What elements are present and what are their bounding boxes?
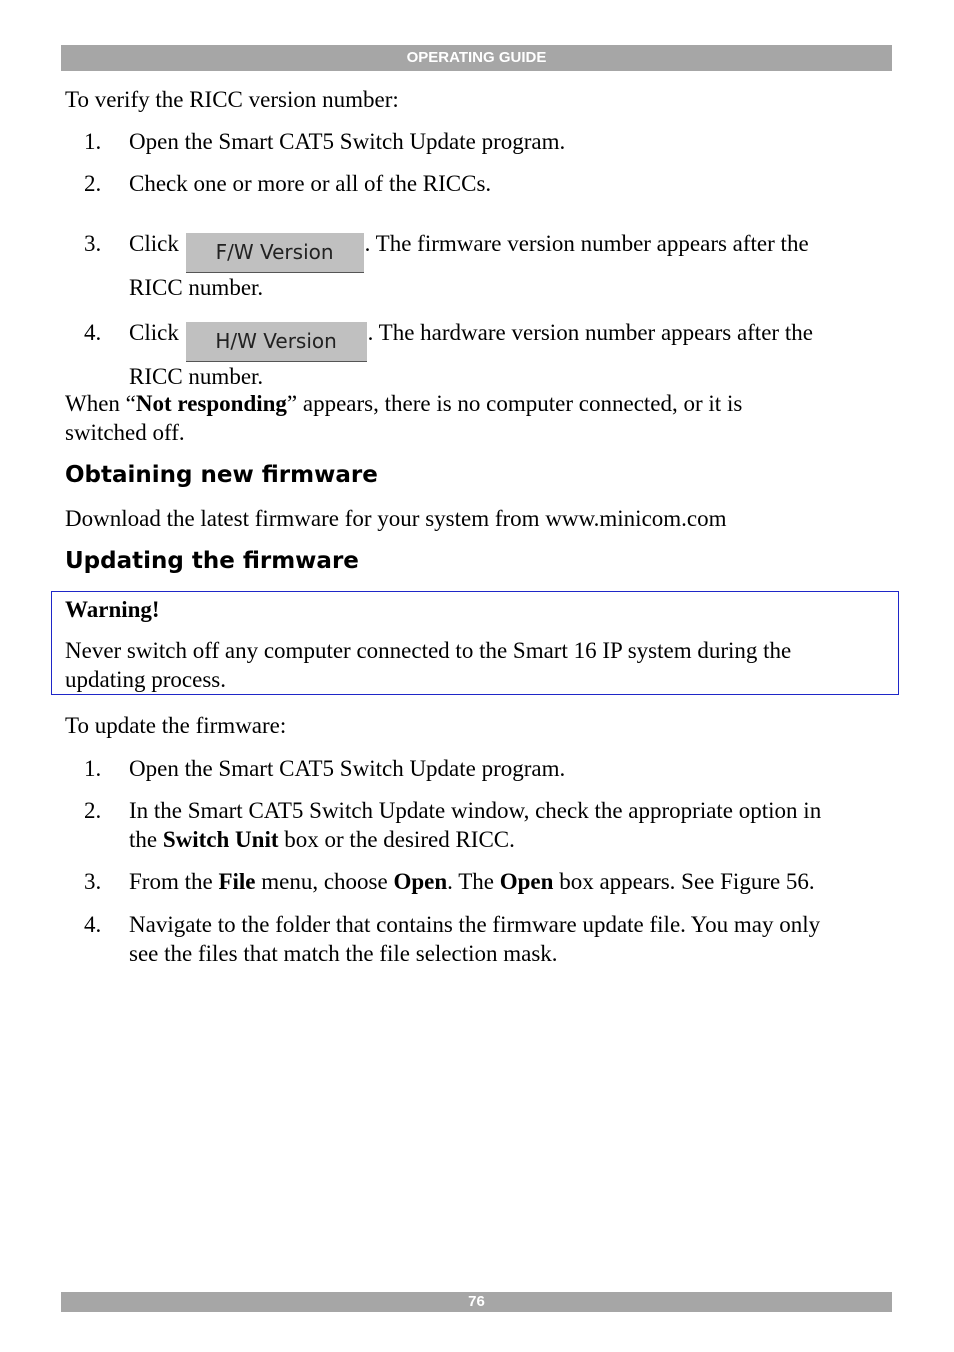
step-text: . The hardware version number appears after the <box>367 320 813 345</box>
open-command-term: Open <box>393 869 448 894</box>
step-text: Click <box>129 320 179 345</box>
open-box-term: Open <box>499 869 554 894</box>
step-number: 1. <box>84 129 102 154</box>
step-text: . The firmware version number appears after the <box>364 231 809 256</box>
page-header: OPERATING GUIDE <box>61 45 892 71</box>
intro-verify: To verify the RICC version number: <box>65 87 399 112</box>
not-responding-term: Not responding <box>135 391 287 416</box>
heading-updating-firmware: Updating the firmware <box>65 548 359 574</box>
step-number: 4. <box>84 320 102 345</box>
step-text: Check one or more or all of the RICCs. <box>129 171 492 196</box>
step-text: In the Smart CAT5 Switch Update window, check the appropriate option in <box>129 798 822 823</box>
step-number: 4. <box>84 912 102 937</box>
hw-version-button-image: H/W Version <box>186 322 367 362</box>
warning-text: Never switch off any computer connected to the Smart 16 IP system during the updating process. <box>65 638 792 692</box>
step-text-line2: RICC number. <box>129 275 264 300</box>
heading-obtaining-firmware: Obtaining new firmware <box>65 462 378 488</box>
page-number: 76 <box>61 1292 892 1312</box>
not-responding-note: When “Not responding” appears, there is no computer connected, or it is switched off. <box>65 391 743 445</box>
step-number: 3. <box>84 869 102 894</box>
warning-title: Warning! <box>65 597 160 622</box>
step-number: 2. <box>84 171 102 196</box>
step-text: Open the Smart CAT5 Switch Update program. <box>129 129 566 154</box>
step-number: 2. <box>84 798 102 823</box>
fw-version-button-image: F/W Version <box>186 233 364 273</box>
intro-update: To update the firmware: <box>65 713 287 738</box>
step-text: Click <box>129 231 179 256</box>
download-text: Download the latest firmware for your system from www.minicom.com <box>65 506 727 531</box>
step-text: Open the Smart CAT5 Switch Update program. <box>129 756 566 781</box>
step-text-line2: RICC number. <box>129 364 264 389</box>
step-number: 3. <box>84 231 102 256</box>
step-text: Navigate to the folder that contains the firmware update file. You may only <box>129 912 821 937</box>
file-menu-term: File <box>218 869 256 894</box>
step-number: 1. <box>84 756 102 781</box>
switch-unit-term: Switch Unit <box>162 827 279 852</box>
